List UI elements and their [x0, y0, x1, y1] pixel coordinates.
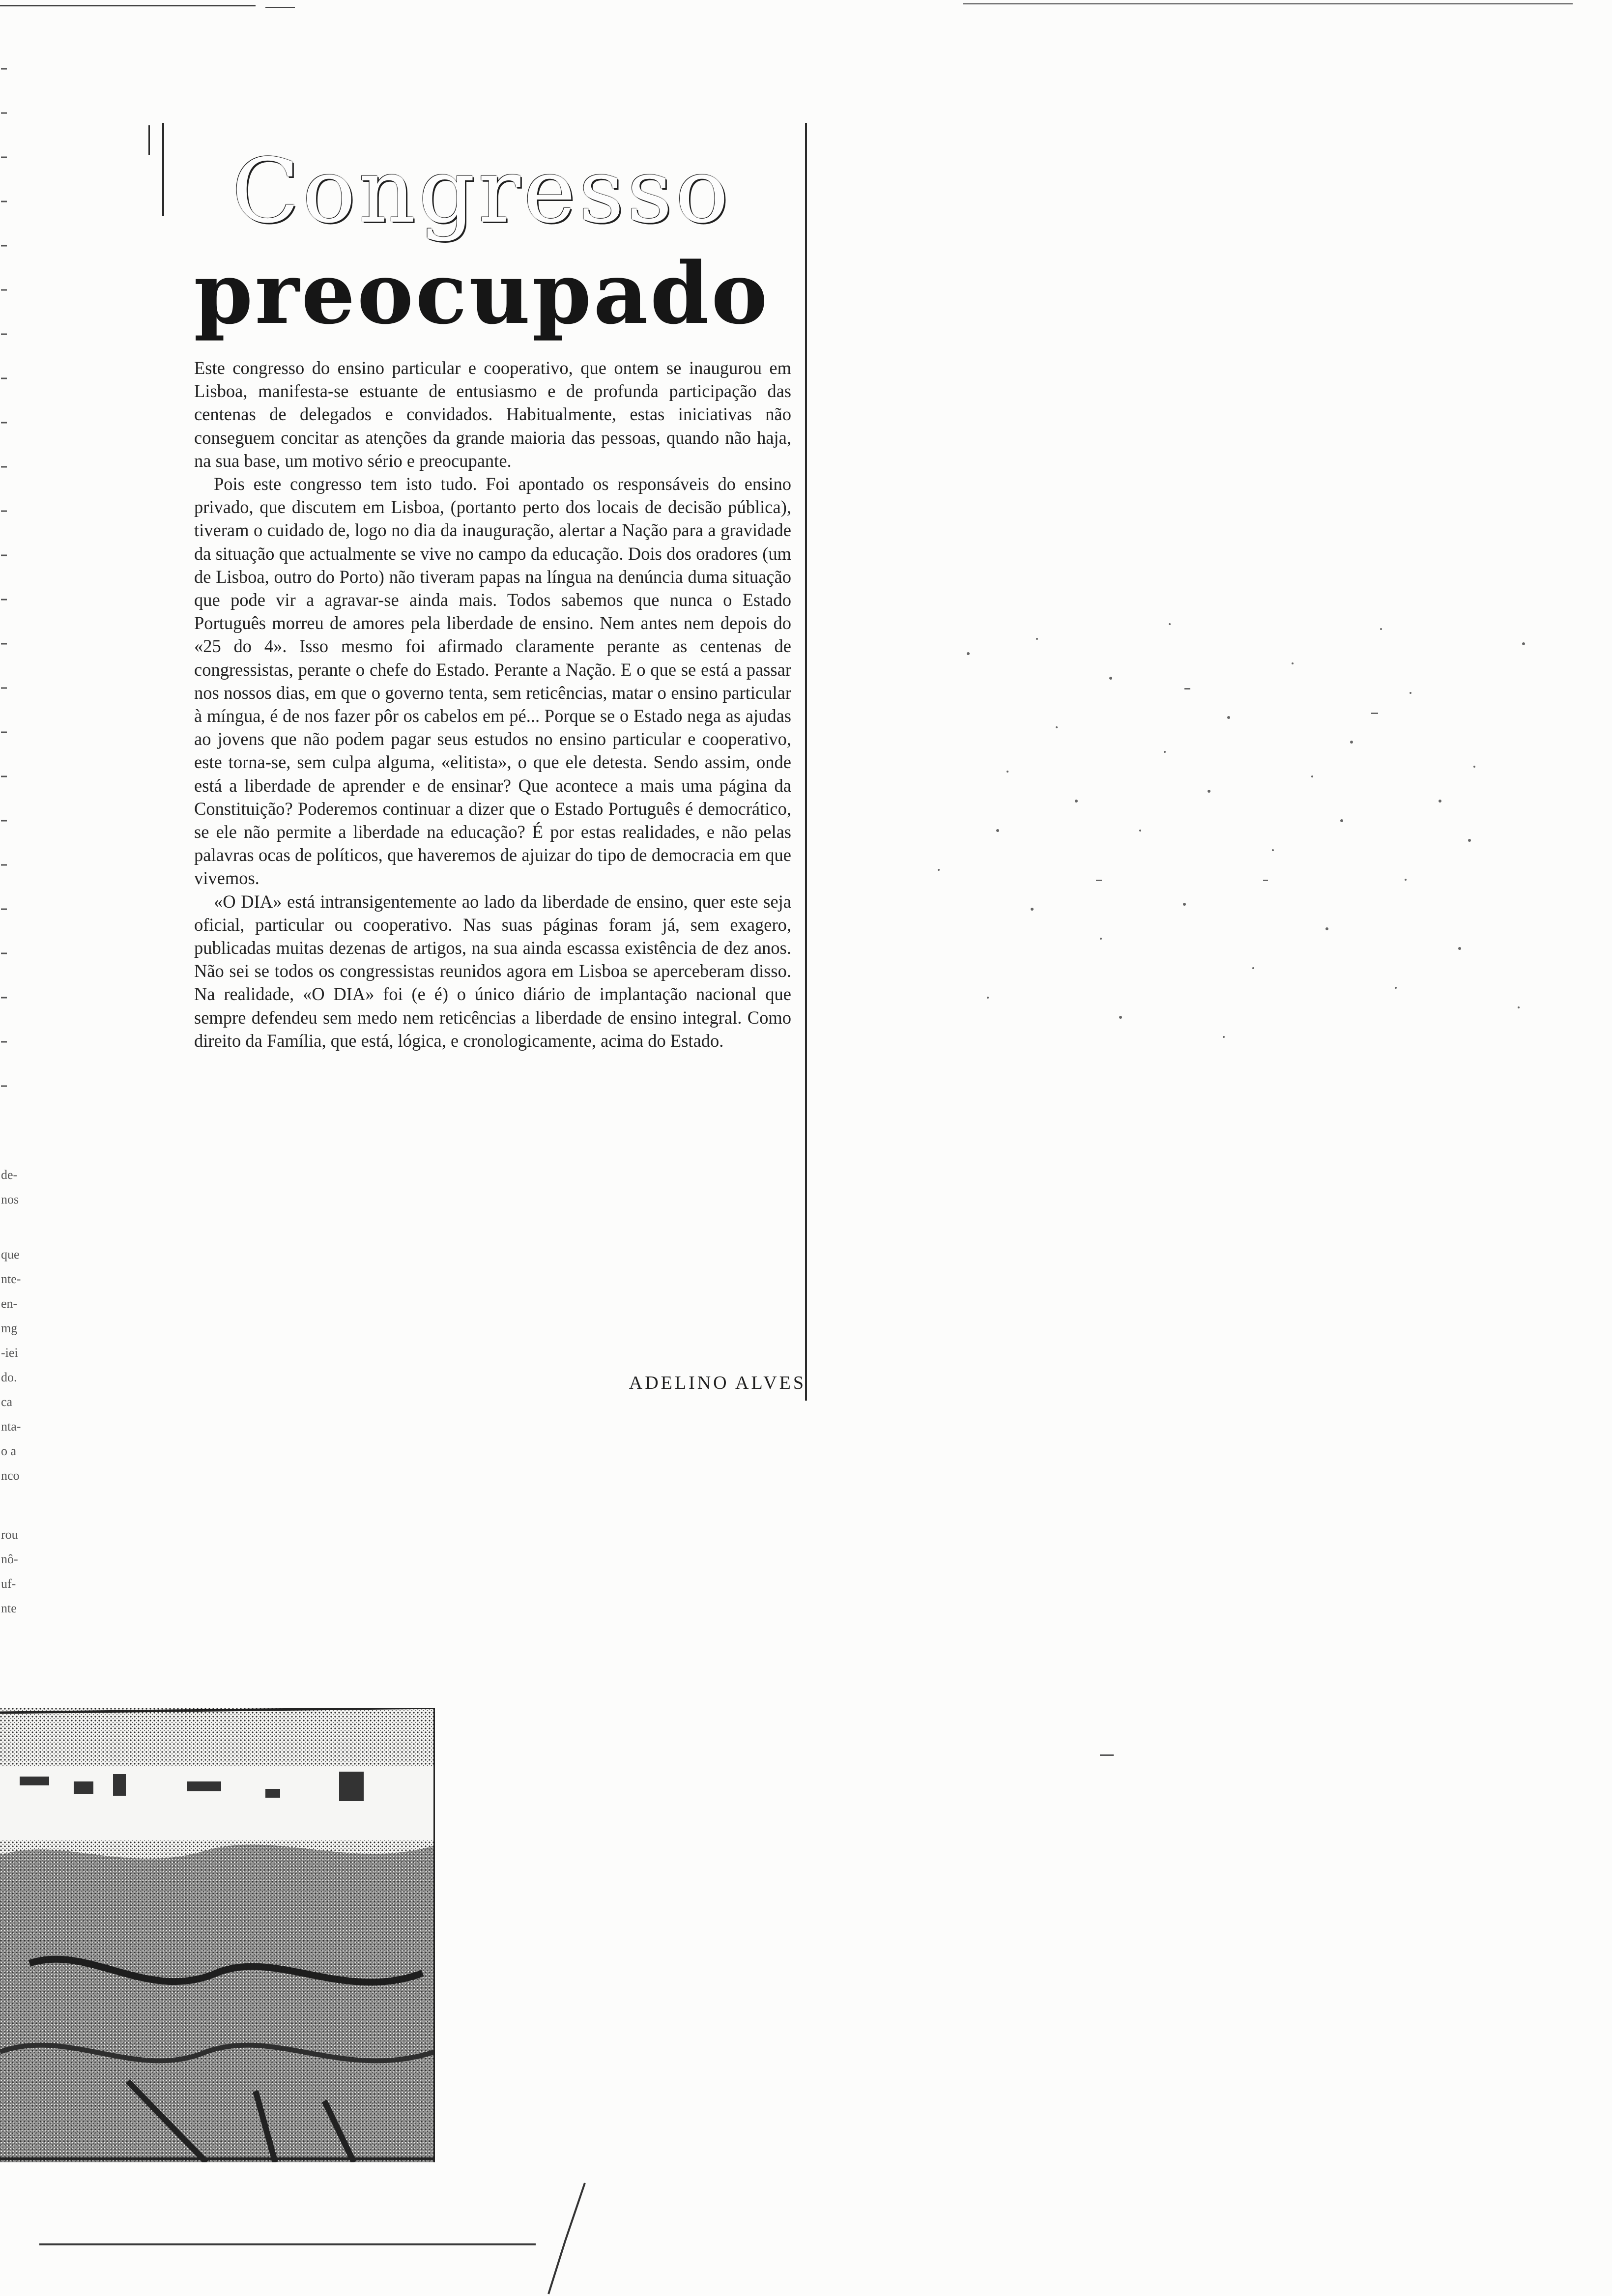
- top-edge-rule-right: [963, 3, 1573, 4]
- margin-fragment: en-: [1, 1296, 18, 1311]
- pen-stroke: [546, 2182, 604, 2295]
- article-right-border: [805, 123, 807, 1401]
- top-edge-rule-short: [265, 7, 295, 8]
- headline-line-1: Congresso: [231, 140, 732, 243]
- margin-fragment: nte: [1, 1601, 17, 1615]
- margin-fragment: nos: [1, 1192, 19, 1206]
- margin-fragment: nta-: [1, 1419, 21, 1434]
- article-paragraph-2: Pois este congresso tem isto tudo. Foi apontado os responsáveis do ensino privado, que discutem em Lisboa, (portanto perto dos locais de decisão pública), tiveram o cuidado de, logo no dia da inauguração, alertar a Nação para a gravidade da situação que actualmente se vive no campo da educação. Dois dos oradores (um de Lisboa, outro do Porto) não tiveram papas na língua na denúncia duma situação que pode vir a agravar-se ainda mais. Todos sabemos que nunca o Estado Português morreu de amores pela liberdade de ensino. Nem antes nem depois do «25 do 4». Isso mesmo foi afirmado claramente perante as centenas de congressistas, perante o chefe do Estado. Perante a Nação. E o que se está a passar nos nossos dias, em que o governo tenta, sem reticências, matar o ensino particular à míngua, é de nos fazer pôr os cabelos em pé... Porque se o Estado nega as ajudas ao jovens que não podem pagar seus estudos no ensino particular e cooperativo, este torna-se, sem culpa alguma, «elitista», o que ele detesta. Sendo assim, onde está a liberdade de aprender e de ensinar? Que acontece a mais uma página da Constituição? Poderemos continuar a dizer que o Estado Português é democrático, se ele não permite a liberdade na educação? É por estas realidades, e não pelas palavras ocas de políticos, que haveremos de ajuizar do tipo de democracia em que vivemos.: [194, 474, 791, 889]
- margin-fragment: rou: [1, 1527, 18, 1542]
- margin-fragment: ca: [1, 1395, 13, 1409]
- halftone-photo: [0, 1708, 435, 2162]
- article-left-border-inner: [148, 125, 150, 155]
- article-body: [194, 356, 791, 1052]
- stray-mark: [1100, 1754, 1114, 1756]
- margin-fragment: mg: [1, 1321, 18, 1335]
- scan-noise-speckle: [909, 565, 1548, 1057]
- margin-fragment: de-: [1, 1168, 18, 1182]
- margin-fragment: uf-: [1, 1577, 16, 1591]
- bottom-rule: [39, 2243, 536, 2245]
- margin-fragment: do.: [1, 1370, 17, 1384]
- author-byline: ADELINO ALVES: [629, 1373, 806, 1393]
- margin-fragment: o a: [1, 1444, 17, 1458]
- margin-fragment: nô-: [1, 1552, 18, 1566]
- top-edge-rule: [0, 5, 256, 6]
- article-paragraph-3: «O DIA» está intransigentemente ao lado da liberdade de ensino, quer este seja oficial, particular ou cooperativo. Nas suas páginas foram já, sem exagero, publicadas muitas dezenas de artigos, na sua ainda escassa existência de dez anos. Não sei se todos os congressistas reunidos agora em Lisboa se aperceberam disso. Na realidade, «O DIA» foi (e é) o único diário de implantação nacional que sempre defendeu sem medo nem reticências a liberdade de ensino integral. Como direito da Família, que está, lógica, e cronologicamente, acima do Estado.: [194, 891, 791, 1051]
- headline-line-2: preocupado: [194, 243, 770, 343]
- left-margin-dashes: [0, 59, 20, 1189]
- margin-fragment: que: [1, 1247, 20, 1262]
- margin-fragment: nte-: [1, 1272, 21, 1286]
- margin-fragment: -iei: [1, 1346, 18, 1360]
- margin-fragment: nco: [1, 1468, 20, 1483]
- article-paragraph-1: Este congresso do ensino particular e cooperativo, que ontem se inaugurou em Lisboa, manifesta-se estuante de entusiasmo e de profunda participação das centenas de delegados e convidados. Habitualmente, estas iniciativas não conseguem concitar as atenções da grande maioria das pessoas, quando não haja, na sua base, um motivo sério e preocupante.: [194, 358, 791, 471]
